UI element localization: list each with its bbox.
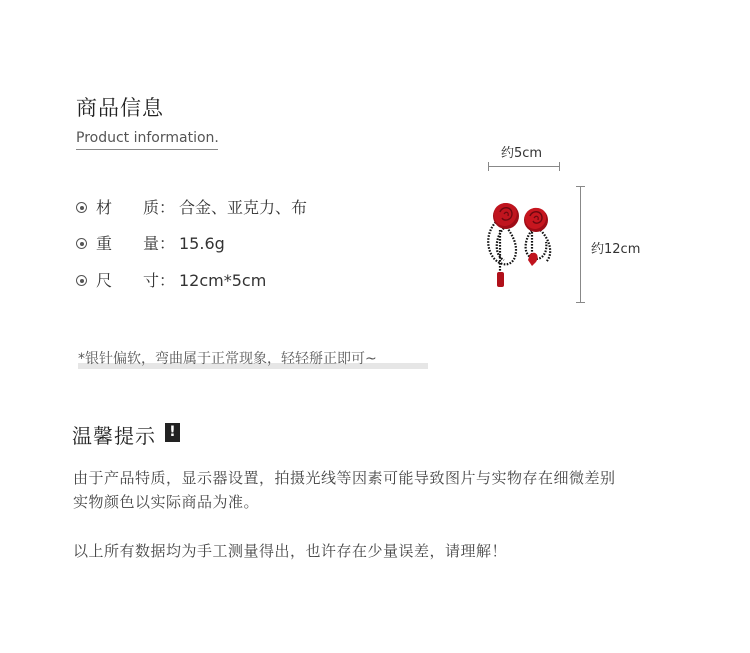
- spec-value: 合金、亚克力、布: [179, 198, 308, 217]
- spec-key-second-char: 质：: [143, 198, 176, 217]
- rose-tassel-earring-image: [476, 192, 566, 298]
- height-dimension-line: [580, 186, 581, 303]
- spec-value: 15.6g: [179, 234, 225, 253]
- exclamation-icon: !: [165, 423, 180, 442]
- height-dimension-tick-bottom: [576, 302, 585, 303]
- width-dimension-label: 约5cm: [501, 146, 543, 161]
- spec-key-first-char: 材: [96, 198, 113, 217]
- radio-bullet-icon: [76, 238, 87, 249]
- height-dimension-tick-top: [576, 186, 585, 187]
- spec-key-second-char: 寸：: [143, 271, 176, 290]
- spec-key-second-char: 量：: [143, 234, 176, 253]
- width-dimension-tick-left: [488, 162, 489, 171]
- radio-bullet-icon: [76, 275, 87, 286]
- subtitle-underline: [76, 149, 218, 150]
- spec-key-first-char: 尺: [96, 271, 113, 290]
- section-title-tips: 温馨提示: [72, 424, 156, 448]
- width-dimension-line: [488, 166, 560, 167]
- tips-text-line-1: 由于产品特质，显示器设置，拍摄光线等因素可能导致图片与实物存在细微差别: [73, 469, 616, 487]
- care-note: *银针偏软，弯曲属于正常现象，轻轻掰正即可~: [78, 351, 377, 367]
- spec-value: 12cm*5cm: [179, 271, 267, 290]
- height-dimension-label: 约12cm: [591, 242, 641, 257]
- radio-bullet-icon: [76, 202, 87, 213]
- tips-text-line-2: 实物颜色以实际商品为准。: [73, 493, 260, 511]
- spec-row-material: [76, 197, 376, 219]
- tips-text-line-3: 以上所有数据均为手工测量得出，也许存在少量误差，请理解！: [73, 542, 508, 560]
- section-subtitle-product-info: Product information.: [76, 130, 219, 146]
- width-dimension-tick-right: [559, 162, 560, 171]
- section-title-product-info: 商品信息: [76, 96, 164, 120]
- spec-row-size: [76, 270, 376, 292]
- spec-key-first-char: 重: [96, 234, 113, 253]
- spec-row-weight: [76, 233, 376, 255]
